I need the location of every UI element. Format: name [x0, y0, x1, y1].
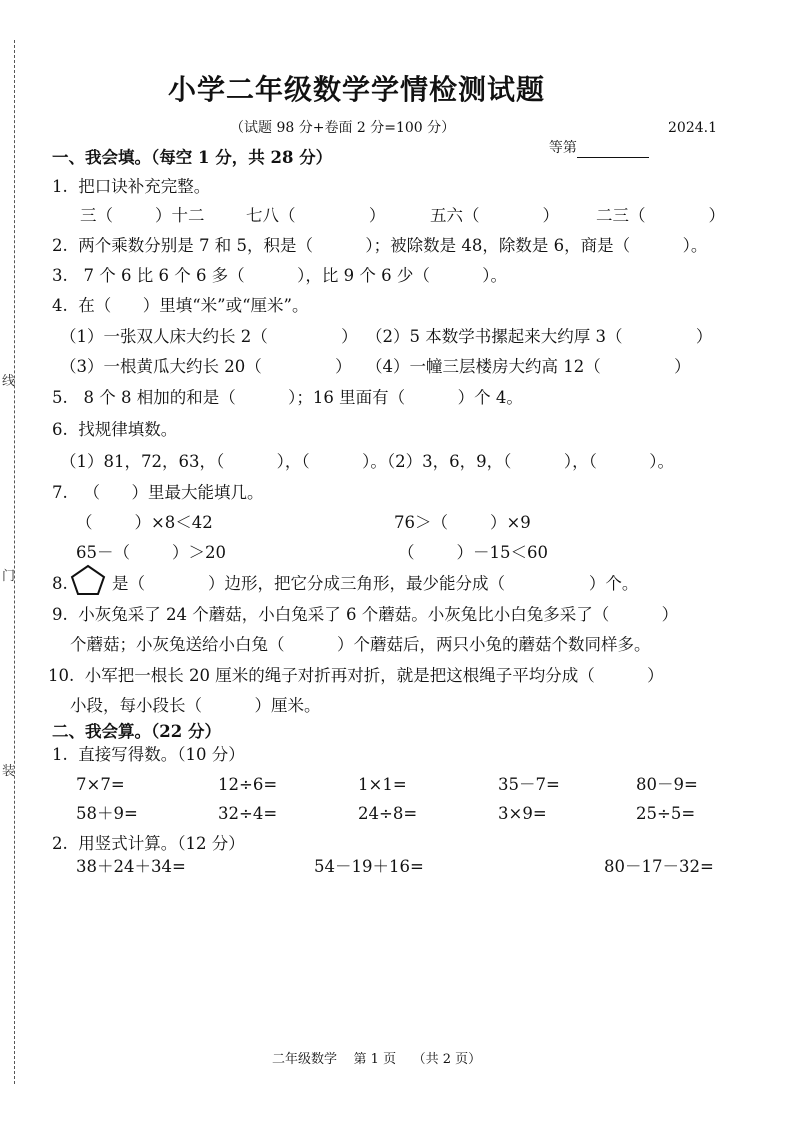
- page-title: 小学二年级数学学情检测试题: [168, 73, 546, 106]
- oral-calc-item: 12÷6=: [218, 775, 278, 794]
- q6-line: （1）81，72，63，（ ），（ ）。（2）3，6，9，（ ），（ ）。: [60, 452, 675, 471]
- oral-calc-item: 80－9=: [636, 775, 698, 794]
- q4-item: （3）一根黄瓜大约长 20（ ）: [60, 357, 352, 376]
- q10-line: 小段，每小段长（ ）厘米。: [70, 696, 321, 715]
- binding-mark: 线: [2, 374, 16, 389]
- q1-item: 五六（ ）: [430, 206, 559, 225]
- vertical-calc-item: 80－17－32=: [604, 857, 714, 876]
- q4-label: 4. 在（ ）里填“米”或“厘米”。: [52, 296, 309, 315]
- page-footer: 二年级数学 第 1 页 （共 2 页）: [272, 1052, 482, 1067]
- score-note: （试题 98 分+卷面 2 分=100 分）: [230, 120, 456, 136]
- q10-line: 10. 小军把一根长 20 厘米的绳子对折再对折，就是把这根绳子平均分成（ ）: [48, 666, 664, 685]
- q7-item: 76＞（ ）×9: [394, 513, 531, 532]
- q1-item: 七八（ ）: [246, 206, 386, 225]
- q5-text: 5. 8 个 8 相加的和是（ ）；16 里面有（ ）个 4。: [52, 388, 523, 407]
- calc2-label: 2. 用竖式计算。（12 分）: [52, 834, 245, 853]
- q9-line: 个蘑菇；小灰兔送给小白兔（ ）个蘑菇后，两只小兔的蘑菇个数同样多。: [70, 635, 651, 654]
- oral-calc-item: 25÷5=: [636, 804, 696, 823]
- binding-line: [14, 40, 15, 1084]
- q2-text: 2. 两个乘数分别是 7 和 5，积是（ ）；被除数是 48，除数是 6，商是（ ）。: [52, 236, 708, 255]
- oral-calc-item: 24÷8=: [358, 804, 418, 823]
- binding-mark: 门: [2, 569, 16, 584]
- q8-text: 是（ ）边形，把它分成三角形，最少能分成（ ）个。: [112, 574, 639, 593]
- q7-label: 7. （ ）里最大能填几。: [52, 483, 264, 502]
- oral-calc-item: 3×9=: [498, 804, 547, 823]
- oral-calc-item: 32÷4=: [218, 804, 278, 823]
- grade-label: 等第: [548, 140, 577, 156]
- q1-item: 二三（ ）: [596, 206, 725, 225]
- oral-calc-item: 7×7=: [76, 775, 125, 794]
- q7-item: （ ）－15＜60: [398, 543, 548, 562]
- q7-item: （ ）×8＜42: [76, 513, 213, 532]
- calc1-label: 1. 直接写得数。（10 分）: [52, 745, 245, 764]
- q1-label: 1. 把口诀补充完整。: [52, 177, 211, 196]
- q3-text: 3. 7 个 6 比 6 个 6 多（ ），比 9 个 6 少（ ）。: [52, 266, 508, 285]
- q9-line: 9. 小灰兔采了 24 个蘑菇，小白兔采了 6 个蘑菇。小灰兔比小白兔多采了（ ）: [52, 605, 679, 624]
- oral-calc-item: 58＋9=: [76, 804, 138, 823]
- q1-item: 三（ ）十二: [80, 206, 205, 225]
- q4-item: （1）一张双人床大约长 2（ ）: [60, 327, 358, 346]
- q6-label: 6. 找规律填数。: [52, 420, 178, 439]
- q4-item: （4）一幢三层楼房大约高 12（ ）: [366, 357, 691, 376]
- binding-mark: 装: [2, 764, 16, 779]
- q7-item: 65－（ ）＞20: [76, 543, 226, 562]
- oral-calc-item: 35－7=: [498, 775, 560, 794]
- grade-field: [540, 118, 649, 158]
- oral-calc-item: 1×1=: [358, 775, 407, 794]
- pentagon-icon: [70, 564, 106, 596]
- q8-number: 8.: [52, 574, 68, 593]
- section2-heading: 二、我会算。（22 分）: [52, 722, 221, 741]
- grade-blank[interactable]: [577, 141, 649, 158]
- vertical-calc-item: 38＋24＋34=: [76, 857, 186, 876]
- section1-heading: 一、我会填。（每空 1 分，共 28 分）: [52, 148, 333, 167]
- q4-item: （2）5 本数学书摞起来大约厚 3（ ）: [366, 327, 713, 346]
- exam-date: 2024.1: [668, 120, 717, 136]
- vertical-calc-item: 54－19＋16=: [314, 857, 424, 876]
